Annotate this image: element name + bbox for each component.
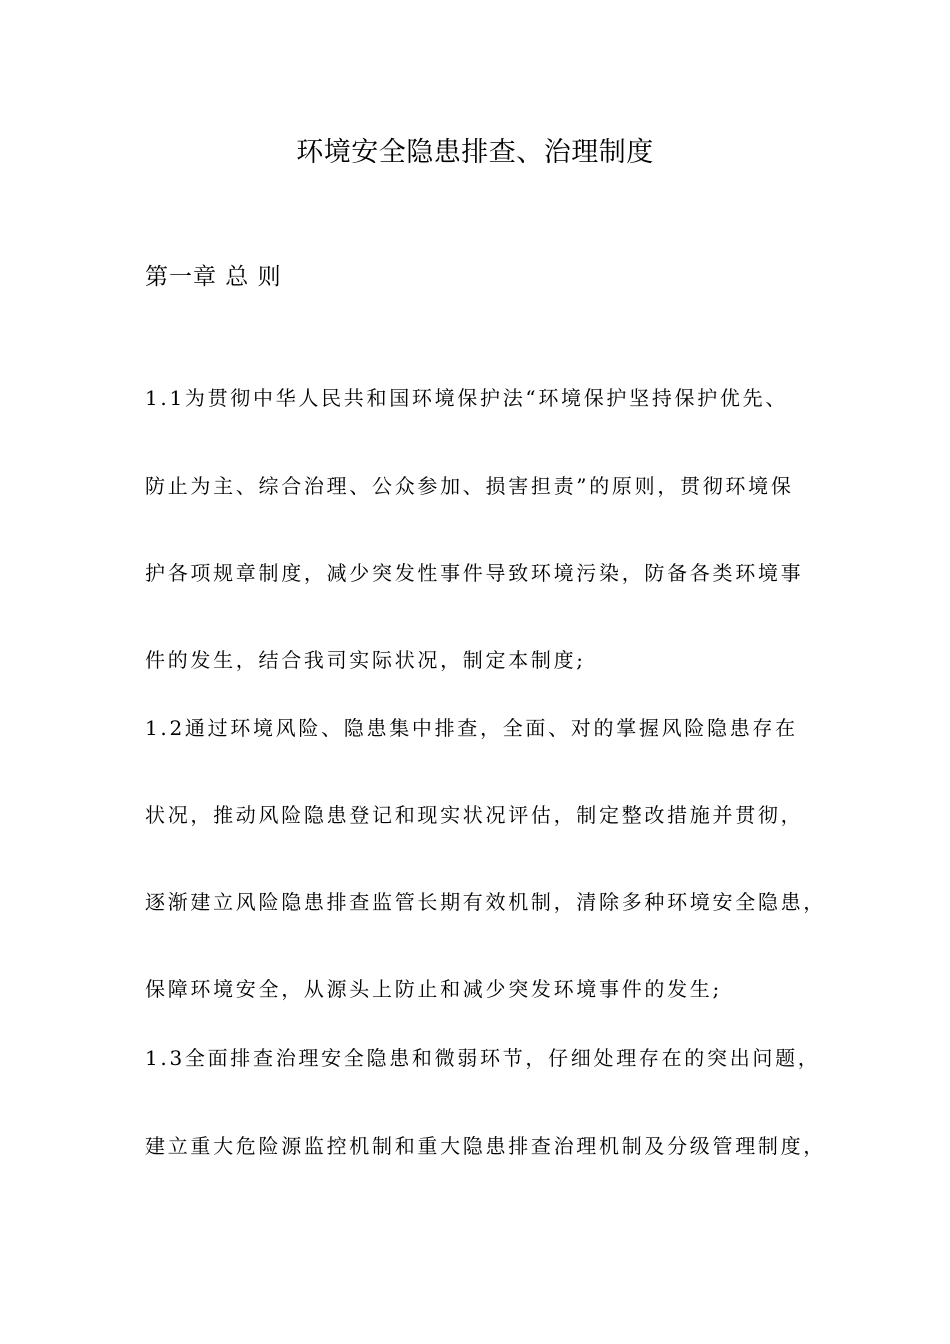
paragraph-line: 建立重大危险源监控机制和重大隐患排查治理机制及分级管理制度， [145, 1134, 826, 1158]
document-title: 环境安全隐患排查、治理制度 [296, 137, 654, 168]
paragraph-line: 1.2通过环境风险、隐患集中排查，全面、对的掌握风险隐患存在 [145, 716, 798, 740]
paragraph-line: 状况，推动风险隐患登记和现实状况评估，制定整改措施并贯彻， [145, 803, 804, 827]
paragraph-line: 逐渐建立风险隐患排查监管长期有效机制，清除多种环境安全隐患， [145, 890, 826, 914]
paragraph-line: 保障环境安全，从源头上防止和减少突发环境事件的发生; [145, 977, 722, 1001]
chapter-heading: 第一章 总 则 [145, 264, 282, 290]
paragraph-line: 件的发生，结合我司实际状况，制定本制度; [145, 648, 586, 672]
paragraph-line: 1.3全面排查治理安全隐患和微弱环节，仔细处理存在的突出问题， [145, 1046, 821, 1070]
paragraph-line: 护各项规章制度，减少突发性事件导致环境污染，防备各类环境事 [145, 561, 804, 585]
paragraph-line: 防止为主、综合治理、公众参加、损害担责”的原则，贯彻环境保 [145, 474, 794, 498]
paragraph-line: 1.1为贯彻中华人民共和国环境保护法“环境保护坚持保护优先、 [145, 386, 789, 410]
